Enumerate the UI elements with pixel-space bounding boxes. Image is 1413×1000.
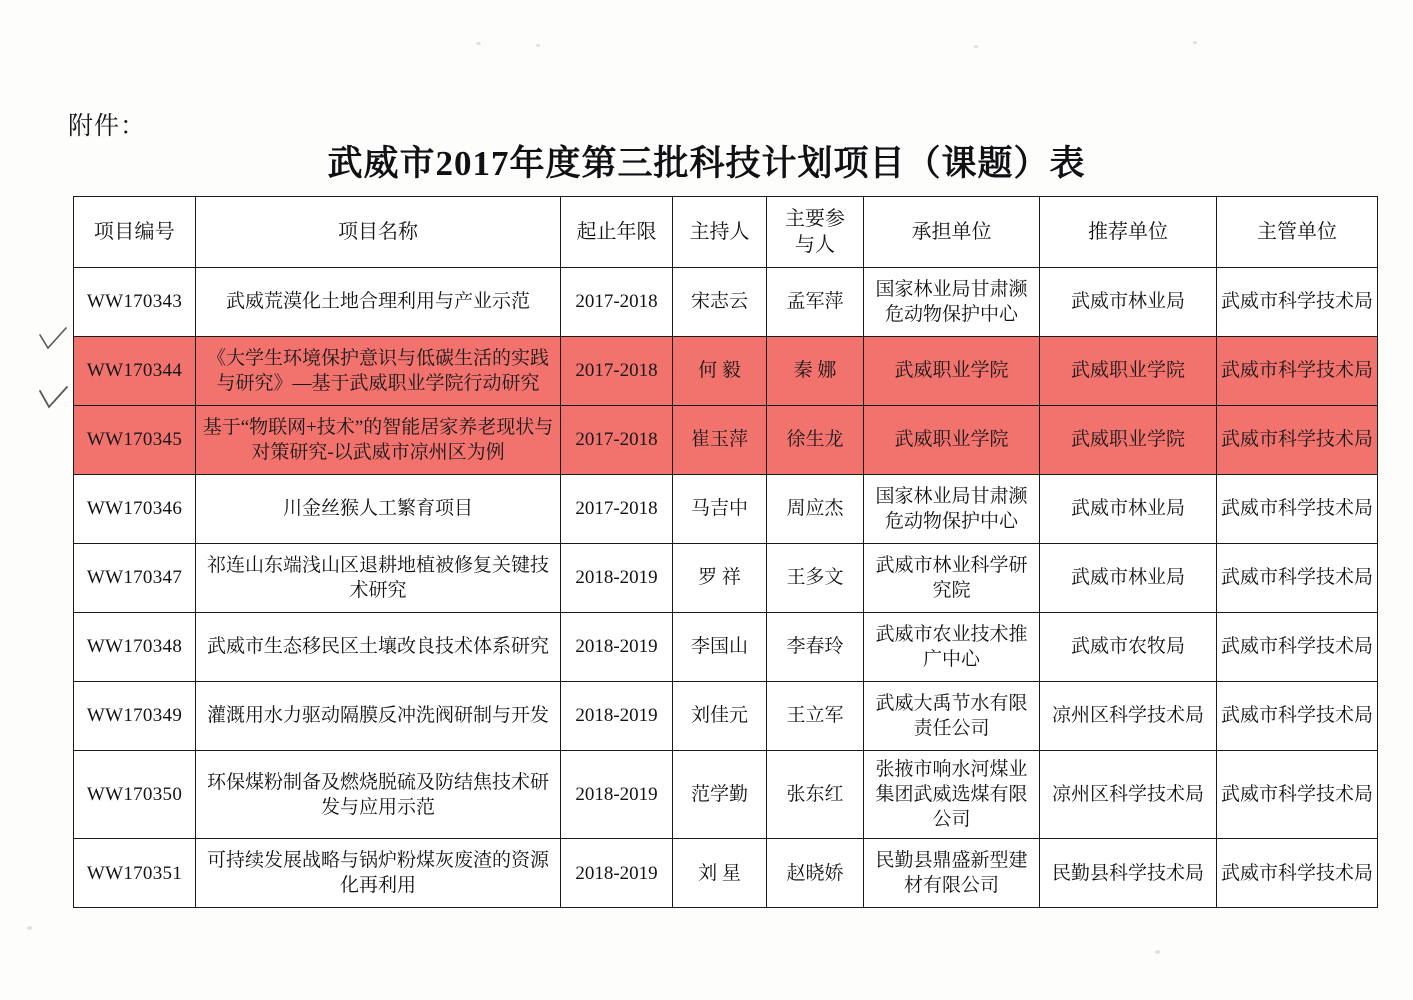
cell-host: 范学勤: [673, 751, 767, 839]
cell-members: 孟军萍: [767, 268, 864, 337]
cell-host: 罗 祥: [673, 544, 767, 613]
column-header-host: 主持人: [673, 197, 767, 268]
scan-speck: [1155, 950, 1160, 954]
cell-host: 刘 星: [673, 839, 767, 908]
table-header-row: [74, 197, 1378, 268]
cell-code: WW170344: [74, 337, 196, 406]
cell-undertaker: 国家林业局甘肃濒危动物保护中心: [864, 268, 1040, 337]
cell-years: 2017-2018: [561, 337, 673, 406]
cell-undertaker: 武威市林业科学研究院: [864, 544, 1040, 613]
cell-supervisor: 武威市科学技术局: [1217, 839, 1378, 908]
scan-speck: [27, 926, 32, 930]
cell-recommender: 武威职业学院: [1040, 406, 1217, 475]
cell-name: 武威荒漠化土地合理利用与产业示范: [196, 268, 561, 337]
cell-undertaker: 民勤县鼎盛新型建材有限公司: [864, 839, 1040, 908]
table-row: [74, 475, 1378, 544]
cell-supervisor: 武威市科学技术局: [1217, 751, 1378, 839]
cell-years: 2018-2019: [561, 682, 673, 751]
cell-code: WW170349: [74, 682, 196, 751]
cell-name: 川金丝猴人工繁育项目: [196, 475, 561, 544]
table-row: [74, 337, 1378, 406]
cell-undertaker: 武威大禹节水有限责任公司: [864, 682, 1040, 751]
column-header-members: [767, 197, 864, 268]
cell-members: 周应杰: [767, 475, 864, 544]
cell-recommender: 武威市林业局: [1040, 544, 1217, 613]
cell-name: 环保煤粉制备及燃烧脱硫及防结焦技术研发与应用示范: [196, 751, 561, 839]
column-header-supervisor: 主管单位: [1217, 197, 1378, 268]
cell-code: WW170351: [74, 839, 196, 908]
page-title: 武威市2017年度第三批科技计划项目（课题）表: [327, 144, 1086, 183]
cell-years: 2018-2019: [561, 613, 673, 682]
table-row: [74, 544, 1378, 613]
cell-host: 何 毅: [673, 337, 767, 406]
cell-name: 祁连山东端浅山区退耕地植被修复关键技术研究: [196, 544, 561, 613]
cell-members: 王多文: [767, 544, 864, 613]
project-table: [73, 196, 1378, 908]
cell-years: 2018-2019: [561, 751, 673, 839]
cell-recommender: 民勤县科学技术局: [1040, 839, 1217, 908]
cell-recommender: 武威职业学院: [1040, 337, 1217, 406]
check-mark-icon: [38, 385, 68, 411]
column-header-members-line1: 主要参: [785, 207, 845, 230]
check-mark-icon: [38, 327, 68, 353]
cell-recommender: 凉州区科学技术局: [1040, 682, 1217, 751]
column-header-years: 起止年限: [561, 197, 673, 268]
cell-supervisor: 武威市科学技术局: [1217, 406, 1378, 475]
cell-supervisor: 武威市科学技术局: [1217, 544, 1378, 613]
cell-supervisor: 武威市科学技术局: [1217, 613, 1378, 682]
table-row: [74, 682, 1378, 751]
cell-years: 2017-2018: [561, 268, 673, 337]
column-header-name: 项目名称: [196, 197, 561, 268]
table-row: [74, 751, 1378, 839]
column-header-code: 项目编号: [74, 197, 196, 268]
cell-supervisor: 武威市科学技术局: [1217, 268, 1378, 337]
cell-name: 基于“物联网+技术”的智能居家养老现状与对策研究-以武威市凉州区为例: [196, 406, 561, 475]
cell-recommender: 凉州区科学技术局: [1040, 751, 1217, 839]
cell-supervisor: 武威市科学技术局: [1217, 475, 1378, 544]
column-header-members-line2: 与人: [795, 234, 835, 256]
cell-years: 2018-2019: [561, 544, 673, 613]
cell-undertaker: 武威职业学院: [864, 337, 1040, 406]
cell-supervisor: 武威市科学技术局: [1217, 682, 1378, 751]
cell-code: WW170348: [74, 613, 196, 682]
cell-recommender: 武威市林业局: [1040, 268, 1217, 337]
cell-name: 可持续发展战略与锅炉粉煤灰废渣的资源化再利用: [196, 839, 561, 908]
cell-code: WW170350: [74, 751, 196, 839]
cell-host: 马吉中: [673, 475, 767, 544]
cell-members: 李春玲: [767, 613, 864, 682]
cell-members: 王立军: [767, 682, 864, 751]
cell-undertaker: 武威职业学院: [864, 406, 1040, 475]
column-header-recommender: 推荐单位: [1040, 197, 1217, 268]
attachment-label: 附件：: [68, 113, 147, 140]
cell-members: 徐生龙: [767, 406, 864, 475]
table-body: [74, 268, 1378, 908]
cell-supervisor: 武威市科学技术局: [1217, 337, 1378, 406]
cell-undertaker: 张掖市响水河煤业集团武威选煤有限公司: [864, 751, 1040, 839]
project-table-wrap: [73, 196, 1374, 908]
cell-members: 秦 娜: [767, 337, 864, 406]
cell-members: 赵晓娇: [767, 839, 864, 908]
cell-recommender: 武威市林业局: [1040, 475, 1217, 544]
cell-code: WW170343: [74, 268, 196, 337]
cell-name: 武威市生态移民区土壤改良技术体系研究: [196, 613, 561, 682]
cell-code: WW170345: [74, 406, 196, 475]
table-row: [74, 406, 1378, 475]
scan-speck: [1193, 41, 1197, 44]
cell-undertaker: 武威市农业技术推广中心: [864, 613, 1040, 682]
scan-speck: [476, 42, 481, 45]
column-header-undertaker: 承担单位: [864, 197, 1040, 268]
scan-speck: [536, 44, 540, 47]
table-row: [74, 613, 1378, 682]
cell-host: 刘佳元: [673, 682, 767, 751]
cell-code: WW170347: [74, 544, 196, 613]
cell-years: 2017-2018: [561, 475, 673, 544]
cell-members: 张东红: [767, 751, 864, 839]
cell-recommender: 武威市农牧局: [1040, 613, 1217, 682]
cell-name: 灌溉用水力驱动隔膜反冲洗阀研制与开发: [196, 682, 561, 751]
cell-code: WW170346: [74, 475, 196, 544]
cell-host: 宋志云: [673, 268, 767, 337]
scan-speck: [974, 45, 978, 48]
cell-years: 2018-2019: [561, 839, 673, 908]
cell-host: 崔玉萍: [673, 406, 767, 475]
cell-undertaker: 国家林业局甘肃濒危动物保护中心: [864, 475, 1040, 544]
cell-name: 《大学生环境保护意识与低碳生活的实践与研究》—基于武威职业学院行动研究: [196, 337, 561, 406]
table-row: [74, 839, 1378, 908]
cell-years: 2017-2018: [561, 406, 673, 475]
table-row: [74, 268, 1378, 337]
cell-host: 李国山: [673, 613, 767, 682]
